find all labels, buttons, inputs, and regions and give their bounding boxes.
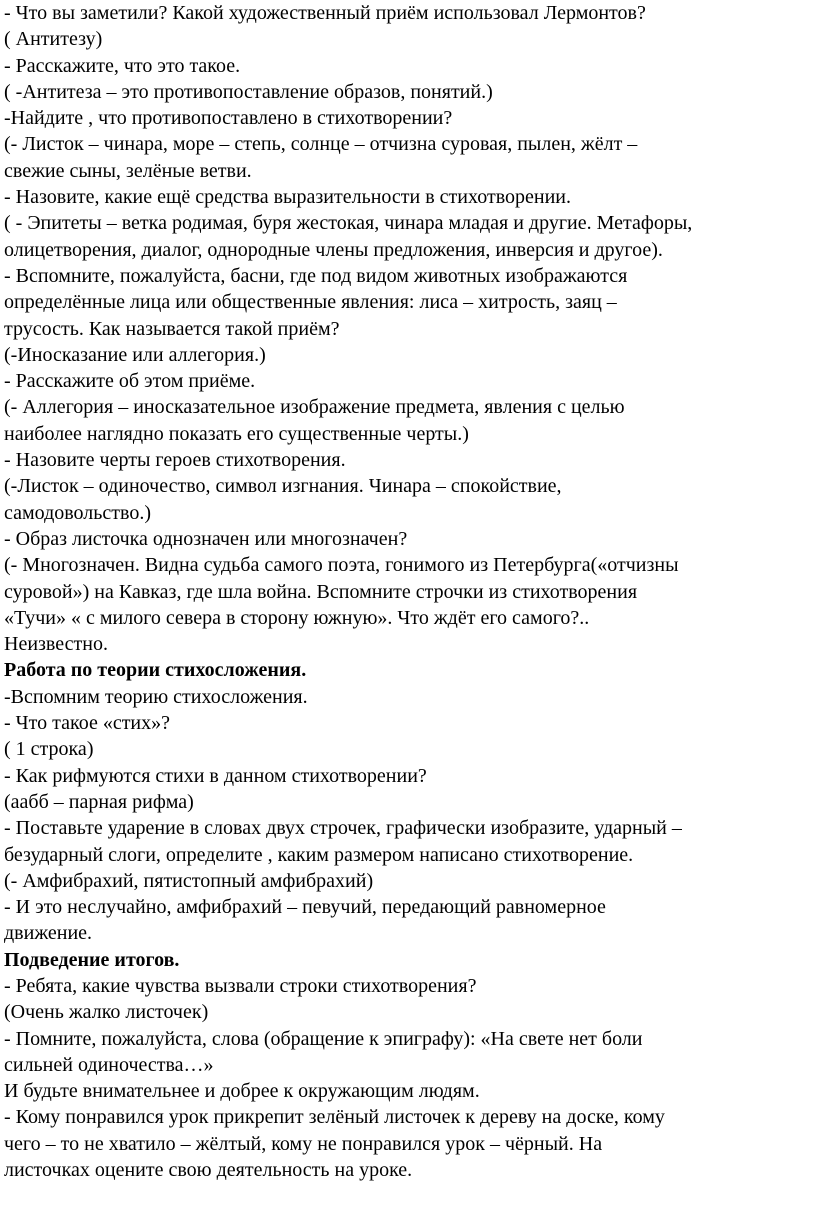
- text-line: Неизвестно.: [4, 633, 108, 656]
- text-line: ( Антитезу): [4, 28, 103, 51]
- text-line: - Помните, пожалуйста, слова (обращение к эпиграфу): «На свете нет боли: [4, 1027, 643, 1050]
- document-body: [4, 0, 816, 1183]
- text-line: безударный слоги, определите , каким размером написано стихотворение.: [4, 843, 634, 866]
- text-line: олицетворения, диалог, однородные члены предложения, инверсия и другое).: [4, 238, 663, 261]
- text-line: - Что такое «стих»?: [4, 712, 171, 735]
- section-heading: Работа по теории стихосложения.: [4, 659, 307, 682]
- text-line: (- Листок – чинара, море – степь, солнце – отчизна суровая, пылен, жёлт –: [4, 133, 638, 156]
- text-line: И будьте внимательнее и добрее к окружающим людям.: [4, 1080, 480, 1103]
- text-line: - Образ листочка однозначен или многозначен?: [4, 527, 408, 550]
- text-line: (Очень жалко листочек): [4, 1001, 209, 1024]
- text-line: (- Многозначен. Видна судьба самого поэта, гонимого из Петербурга(«отчизны: [4, 554, 679, 577]
- text-line: - Что вы заметили? Какой художественный приём использовал Лермонтов?: [4, 2, 646, 24]
- text-line: наиболее наглядно показать его существенные черты.): [4, 422, 469, 445]
- text-line: ( - Эпитеты – ветка родимая, буря жестокая, чинара младая и другие. Метафоры,: [4, 212, 693, 235]
- text-line: ( 1 строка): [4, 738, 94, 761]
- text-line: чего – то не хватило – жёлтый, кому не понравился урок – чёрный. На: [4, 1132, 603, 1155]
- text-line: (-Листок – одиночество, символ изгнания. Чинара – спокойствие,: [4, 475, 562, 498]
- text-line: «Тучи» « с милого севера в сторону южную». Что ждёт его самого?..: [4, 606, 590, 629]
- text-line: - И это неслучайно, амфибрахий – певучий, передающий равномерное: [4, 896, 606, 919]
- text-line: - Кому понравился урок прикрепит зелёный листочек к дереву на доске, кому: [4, 1106, 665, 1129]
- text-line: - Поставьте ударение в словах двух строчек, графически изобразите, ударный –: [4, 817, 682, 840]
- text-line: - Ребята, какие чувства вызвали строки стихотворения?: [4, 974, 477, 997]
- text-line: самодовольство.): [4, 501, 151, 524]
- text-line: (- Амфибрахий, пятистопный амфибрахий): [4, 869, 374, 892]
- text-line: листочках оцените свою деятельность на уроке.: [4, 1159, 413, 1182]
- text-line: (- Аллегория – иносказательное изображение предмета, явления с целью: [4, 396, 625, 419]
- text-line: - Как рифмуются стихи в данном стихотворении?: [4, 764, 427, 787]
- text-line: - Расскажите, что это такое.: [4, 54, 241, 77]
- text-line: - Назовите черты героев стихотворения.: [4, 449, 346, 472]
- text-line: движение.: [4, 922, 93, 945]
- text-line: свежие сыны, зелёные ветви.: [4, 159, 252, 182]
- text-line: суровой») на Кавказ, где шла война. Вспомните строчки из стихотворения: [4, 580, 638, 603]
- text-line: -Найдите , что противопоставлено в стихотворении?: [4, 107, 453, 130]
- text-line: (аабб – парная рифма): [4, 790, 194, 813]
- text-line: ( -Антитеза – это противопоставление образов, понятий.): [4, 80, 493, 103]
- text-line: - Вспомните, пожалуйста, басни, где под видом животных изображаются: [4, 264, 628, 287]
- text-line: трусость. Как называется такой приём?: [4, 317, 340, 340]
- text-line: - Расскажите об этом приёме.: [4, 370, 256, 393]
- text-line: сильней одиночества…»: [4, 1053, 214, 1076]
- text-line: определённые лица или общественные явления: лиса – хитрость, заяц –: [4, 291, 617, 314]
- section-heading: Подведение итогов.: [4, 948, 180, 971]
- text-line: (-Иносказание или аллегория.): [4, 343, 266, 366]
- text-line: - Назовите, какие ещё средства выразительности в стихотворении.: [4, 186, 571, 209]
- text-line: -Вспомним теорию стихосложения.: [4, 685, 308, 708]
